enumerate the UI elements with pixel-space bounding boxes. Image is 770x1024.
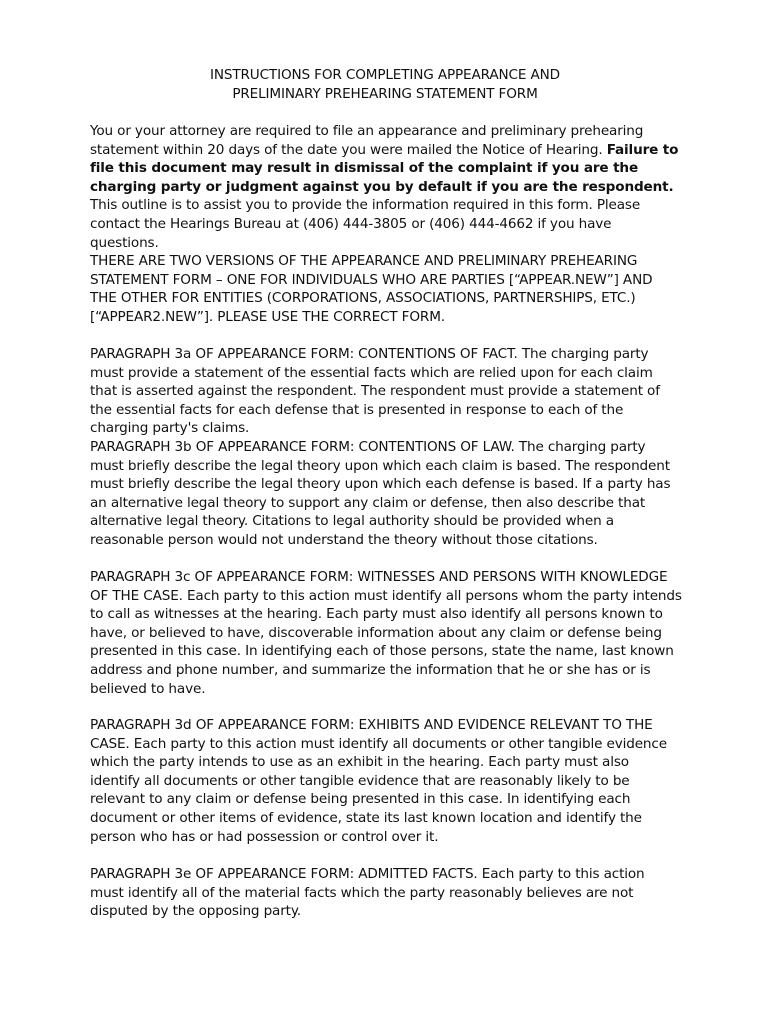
paragraph-3d-exhibits: PARAGRAPH 3d OF APPEARANCE FORM: EXHIBITS AND EVIDENCE RELEVANT TO THE CASE. Each party to this action must identify all documents or other tangible evidence which the party intends to use as an exhibit in the hearing. Each party must also identify all documents or other tangible evidence that are reasonably likely to be relevant to any claim or defense being presented in this case. In identifying each document or other items of evidence, state its last known location and identify the person who has or had possession or control over it. <box>90 717 667 845</box>
intro-text-part-1: You or your attorney are required to file an appearance and preliminary prehearing statement within 20 days of the date you were mailed the Notice of Hearing. <box>90 123 644 158</box>
paragraph-3e-admitted-facts: PARAGRAPH 3e OF APPEARANCE FORM: ADMITTED FACTS. Each party to this action must identify all of the material facts which the party reasonably believes are not disputed by the opposing party. <box>90 866 645 920</box>
title-line-1: INSTRUCTIONS FOR COMPLETING APPEARANCE AND <box>209 67 560 83</box>
paragraph-3a-contentions-of-fact: PARAGRAPH 3a OF APPEARANCE FORM: CONTENTIONS OF FACT. The charging party must provide a statement of the essential facts which are relied upon for each claim that is asserted against the respondent. The respondent must provide a statement of the essential facts for each defense that is presented in response to each of the charging party's claims. <box>90 346 660 437</box>
paragraph-3b-contentions-of-law: PARAGRAPH 3b OF APPEARANCE FORM: CONTENTIONS OF LAW. The charging party must briefly describe the legal theory upon which each claim is based. The respondent must briefly describe the legal theory upon which each defense is based. If a party has an alternative legal theory to support any claim or defense, then also describe that alternative legal theory. Citations to legal authority should be provided when a reasonable person would not understand the theory without those citations. <box>90 439 671 548</box>
title-line-2: PRELIMINARY PREHEARING STATEMENT FORM <box>232 85 538 102</box>
intro-paragraph <box>90 122 682 252</box>
intro-warning-bold: Failure to file this document may result in dismissal of the complaint if you are the charging party or judgment against you by default if you are the respondent. <box>90 141 679 195</box>
paragraph-3c-witnesses: PARAGRAPH 3c OF APPEARANCE FORM: WITNESSES AND PERSONS WITH KNOWLEDGE OF THE CASE. Each party to this action must identify all persons whom the party intends to call as witnesses at the hearing. Each party must also identify all persons known to have, or believed to have, discoverable information about any claim or defense being presented in this case. In identifying each of those persons, state the name, last known address and phone number, and summarize the information that he or she has or is believed to have. <box>90 569 682 697</box>
page-title <box>90 66 680 103</box>
form-versions-paragraph: THERE ARE TWO VERSIONS OF THE APPEARANCE AND PRELIMINARY PREHEARING STATEMENT FORM – ONE FOR INDIVIDUALS WHO ARE PARTIES [“APPEAR.NEW”] AND THE OTHER FOR ENTITIES (CORPORATIONS, ASSOCIATIONS, PARTNERSHIPS, ETC.) [“APPEAR2.NEW”]. PLEASE USE THE CORRECT FORM. <box>90 253 653 325</box>
intro-text-part-2: This outline is to assist you to provide the information required in this form. Please contact the Hearings Bureau at (406) 444-3805 or (406) 444-4662 if you have questions. <box>90 197 641 251</box>
